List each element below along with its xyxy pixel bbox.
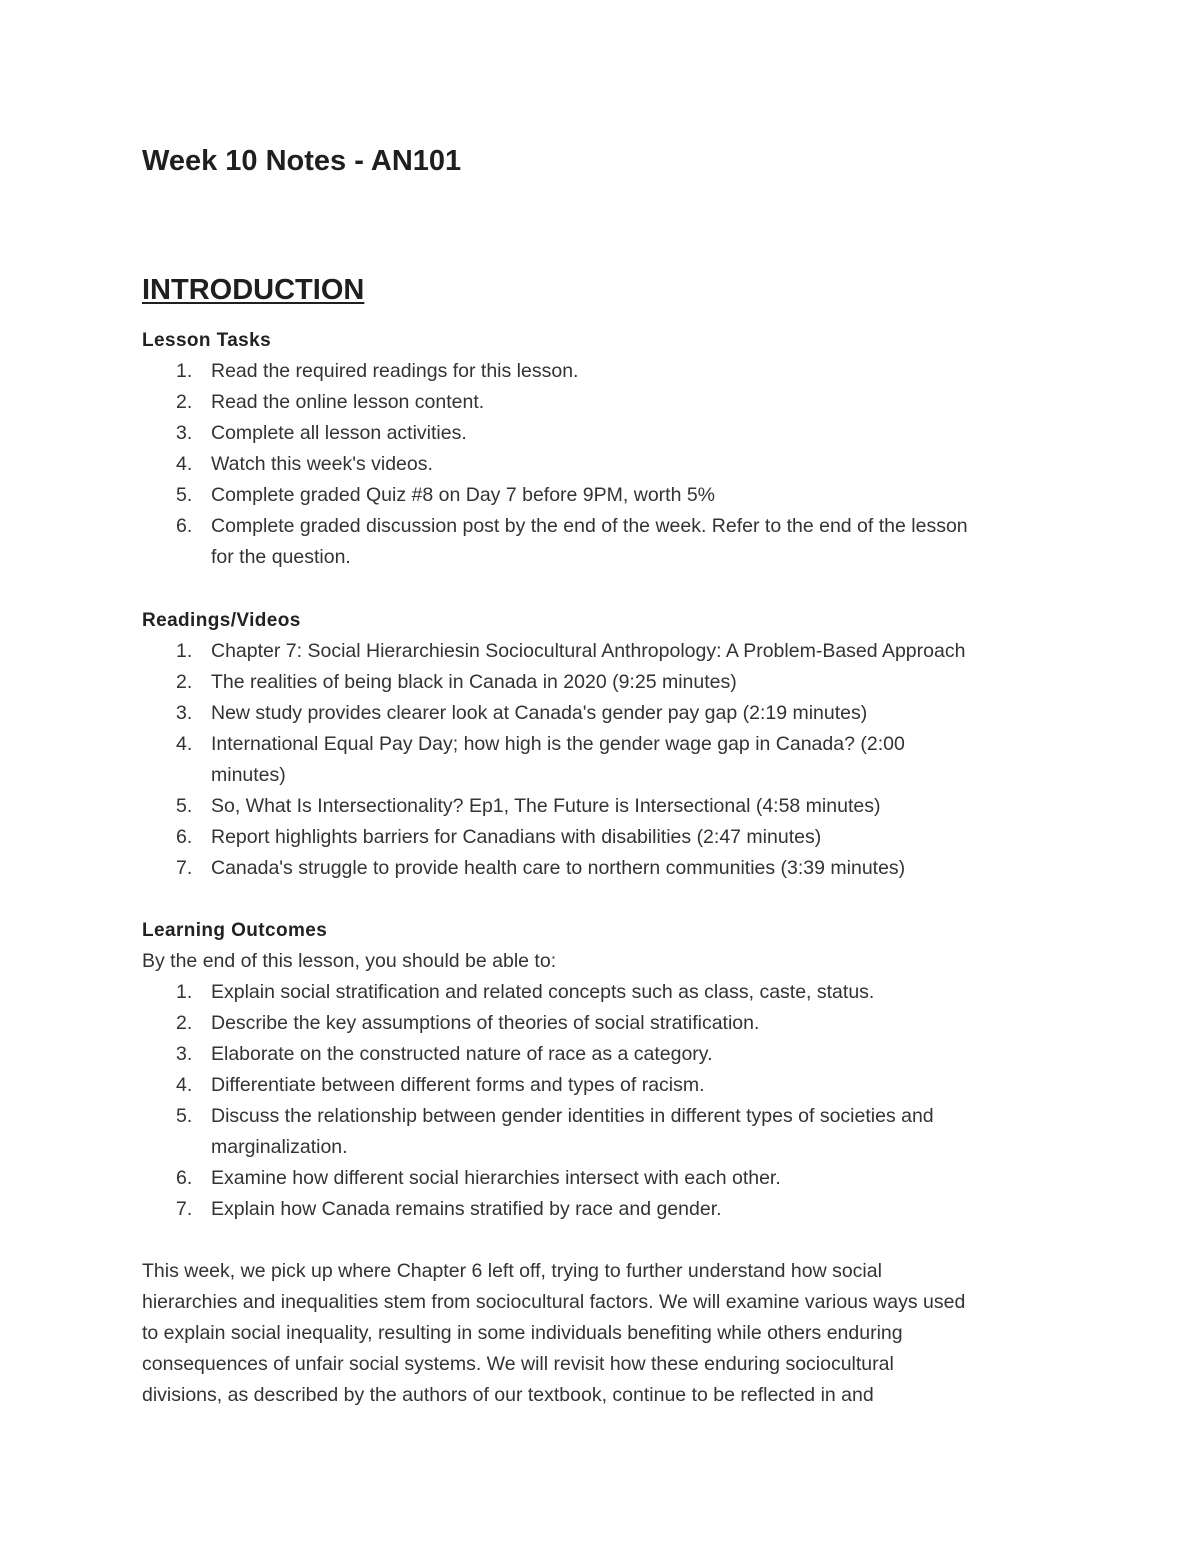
list-item-number: 2.	[176, 1012, 193, 1034]
list-item-number: 1.	[176, 360, 193, 382]
list-item-text: Explain social stratification and related concepts such as class, caste, status.	[211, 981, 875, 1003]
list-item	[142, 1008, 1062, 1039]
list-item-text: Watch this week's videos.	[211, 453, 433, 475]
list-item-text: International Equal Pay Day; how high is the gender wage gap in Canada? (2:00	[211, 733, 905, 755]
list-item-number: 1.	[176, 981, 193, 1003]
list-item-number: 5.	[176, 484, 193, 506]
learning-outcomes-section	[142, 915, 1062, 1225]
paragraph-line: to explain social inequality, resulting in some individuals benefiting while others enduring	[142, 1322, 903, 1344]
list-item-text: Read the online lesson content.	[211, 391, 485, 413]
list-item	[142, 480, 1062, 511]
list-item-number: 7.	[176, 1198, 193, 1220]
learning-outcomes-intro: By the end of this lesson, you should be able to:	[142, 950, 557, 972]
list-item	[142, 853, 1062, 884]
list-item-text: So, What Is Intersectionality? Ep1, The Future is Intersectional (4:58 minutes)	[211, 795, 881, 817]
readings-section	[142, 605, 1062, 884]
list-item-text: for the question.	[211, 546, 351, 568]
list-item	[142, 667, 1062, 698]
list-item-number: 3.	[176, 1043, 193, 1065]
list-item	[142, 791, 1062, 822]
list-item-text: Complete all lesson activities.	[211, 422, 467, 444]
list-item-text: Complete graded discussion post by the end of the week. Refer to the end of the lesson	[211, 515, 968, 537]
list-item-text: Describe the key assumptions of theories of social stratification.	[211, 1012, 760, 1034]
list-item-number: 6.	[176, 1167, 193, 1189]
paragraph-line: hierarchies and inequalities stem from sociocultural factors. We will examine various ways used	[142, 1291, 966, 1313]
readings-heading: Readings/Videos	[142, 610, 301, 631]
list-item-text: marginalization.	[211, 1136, 348, 1158]
learning-outcomes-list	[142, 977, 1062, 1225]
lesson-tasks-section	[142, 325, 1062, 573]
lesson-tasks-list	[142, 356, 1062, 573]
list-item	[142, 1039, 1062, 1070]
list-item	[142, 729, 1062, 791]
list-item-text: Canada's struggle to provide health care to northern communities (3:39 minutes)	[211, 857, 906, 879]
list-item	[142, 698, 1062, 729]
list-item-number: 3.	[176, 702, 193, 724]
list-item-text: Complete graded Quiz #8 on Day 7 before 9PM, worth 5%	[211, 484, 716, 506]
list-item	[142, 387, 1062, 418]
list-item-text: Differentiate between different forms and types of racism.	[211, 1074, 705, 1096]
list-item	[142, 418, 1062, 449]
list-item	[142, 511, 1062, 573]
list-item-number: 4.	[176, 1074, 193, 1096]
list-item-text: Chapter 7: Social Hierarchiesin Sociocultural Anthropology: A Problem-Based Approach	[211, 640, 966, 662]
list-item-text: Examine how different social hierarchies intersect with each other.	[211, 1167, 781, 1189]
paragraph-line: This week, we pick up where Chapter 6 left off, trying to further understand how social	[142, 1260, 882, 1282]
list-item-number: 6.	[176, 826, 193, 848]
list-item-number: 2.	[176, 391, 193, 413]
paragraph-line: consequences of unfair social systems. We will revisit how these enduring sociocultural	[142, 1353, 894, 1375]
intro-paragraph	[142, 1256, 1062, 1411]
list-item	[142, 356, 1062, 387]
list-item-text: Report highlights barriers for Canadians with disabilities (2:47 minutes)	[211, 826, 822, 848]
list-item	[142, 1194, 1062, 1225]
list-item-text: Read the required readings for this lesson.	[211, 360, 579, 382]
list-item-text: New study provides clearer look at Canada's gender pay gap (2:19 minutes)	[211, 702, 868, 724]
document-title: Week 10 Notes - AN101	[142, 145, 462, 177]
list-item-number: 6.	[176, 515, 193, 537]
list-item-number: 2.	[176, 671, 193, 693]
list-item-number: 7.	[176, 857, 193, 879]
list-item	[142, 449, 1062, 480]
list-item	[142, 636, 1062, 667]
list-item-text: Elaborate on the constructed nature of race as a category.	[211, 1043, 713, 1065]
list-item-text: minutes)	[211, 764, 286, 786]
readings-list	[142, 636, 1062, 884]
list-item-number: 5.	[176, 1105, 193, 1127]
list-item-number: 5.	[176, 795, 193, 817]
list-item	[142, 977, 1062, 1008]
list-item-number: 4.	[176, 453, 193, 475]
list-item-number: 1.	[176, 640, 193, 662]
list-item	[142, 1070, 1062, 1101]
list-item-number: 4.	[176, 733, 193, 755]
list-item-text: The realities of being black in Canada in 2020 (9:25 minutes)	[211, 671, 737, 693]
paragraph-line: divisions, as described by the authors of our textbook, continue to be reflected in and	[142, 1384, 874, 1406]
list-item	[142, 822, 1062, 853]
list-item	[142, 1163, 1062, 1194]
lesson-tasks-heading: Lesson Tasks	[142, 330, 272, 351]
learning-outcomes-heading: Learning Outcomes	[142, 920, 328, 941]
list-item	[142, 1101, 1062, 1163]
list-item-number: 3.	[176, 422, 193, 444]
section-heading-introduction: INTRODUCTION	[142, 274, 365, 306]
list-item-text: Explain how Canada remains stratified by race and gender.	[211, 1198, 722, 1220]
list-item-text: Discuss the relationship between gender identities in different types of societies and	[211, 1105, 934, 1127]
